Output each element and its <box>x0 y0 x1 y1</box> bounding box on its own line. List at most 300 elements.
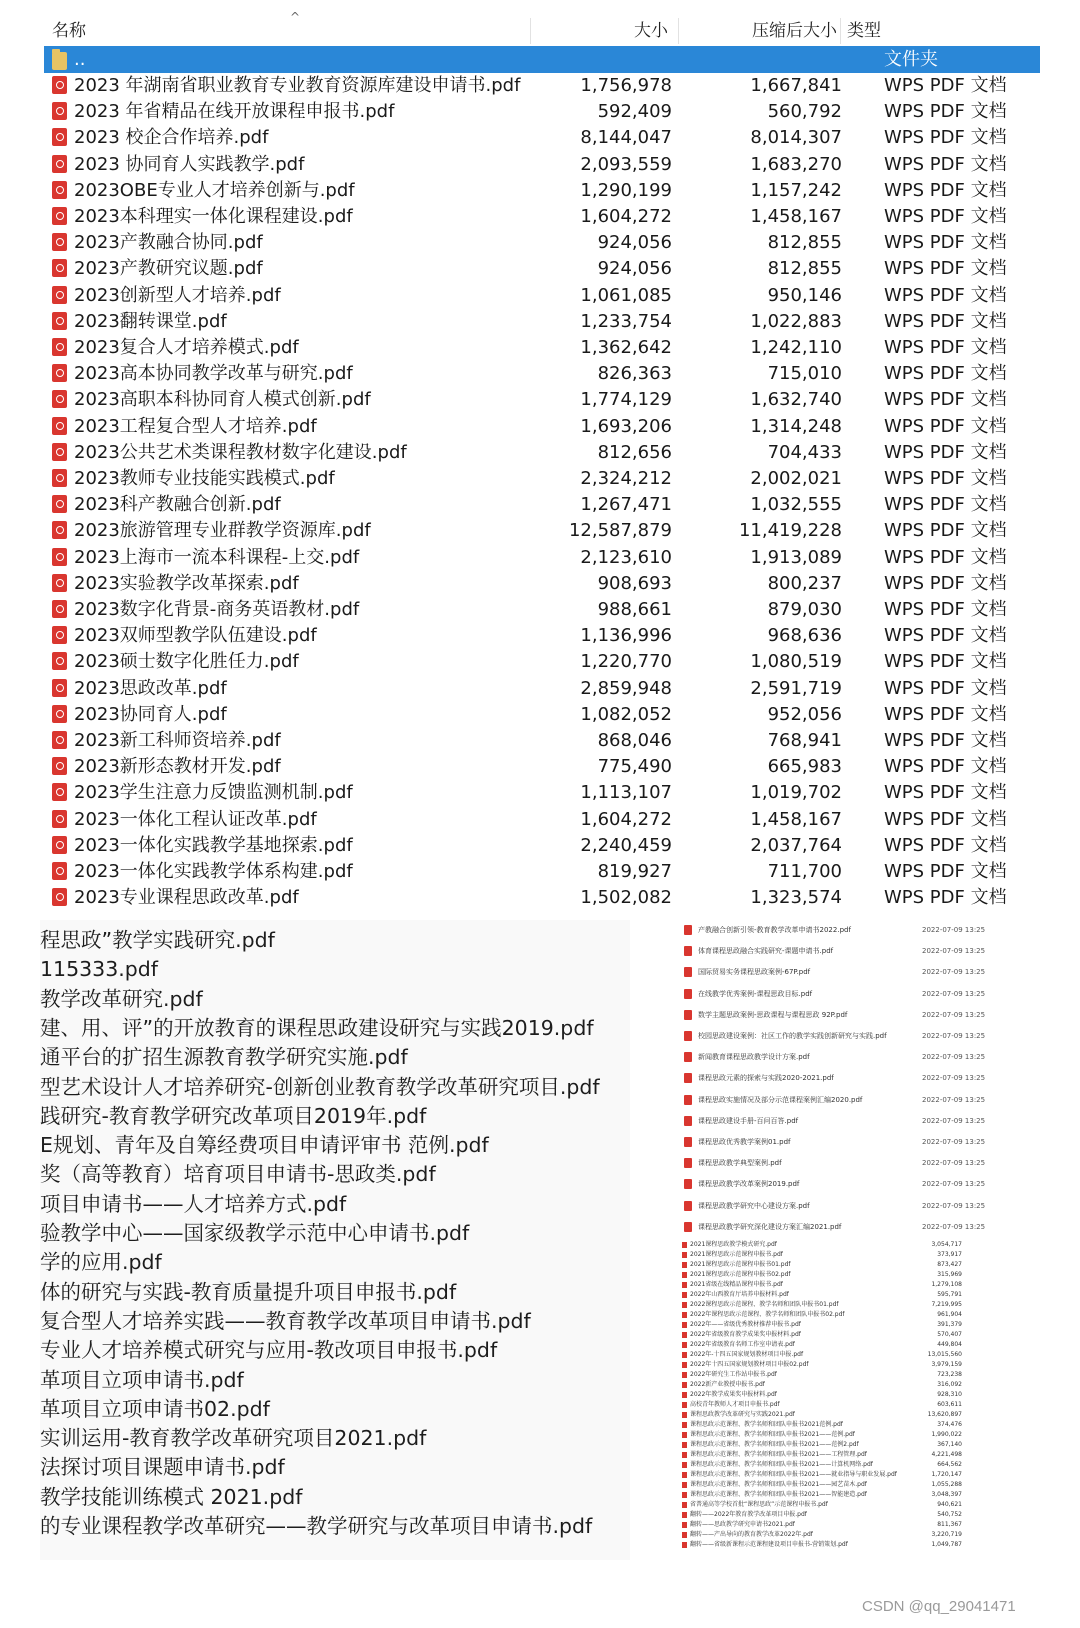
list-item[interactable]: 奖（高等教育）培育项目申请书-思政类.pdf <box>40 1162 436 1187</box>
file-date: 2022-07-09 13:25 <box>922 1180 986 1189</box>
file-type: WPS PDF 文档 <box>884 834 1007 856</box>
list-item[interactable] <box>680 1380 980 1390</box>
file-name: 课程思政示范课程、教学名师和团队申报书2021——工程管理.pdf <box>690 1451 867 1458</box>
file-size: 1,990,022 <box>931 1431 962 1438</box>
file-row[interactable] <box>44 858 1040 885</box>
list-item[interactable]: 项目申请书——人才培养方式.pdf <box>40 1191 347 1216</box>
file-name: 2023创新型人才培养.pdf <box>74 284 281 306</box>
pdf-file-icon <box>682 1522 687 1528</box>
file-type: WPS PDF 文档 <box>884 572 1007 594</box>
column-divider[interactable] <box>530 18 531 44</box>
file-name: 2023翻转课堂.pdf <box>74 310 227 332</box>
file-size: 723,238 <box>937 1371 962 1378</box>
list-item[interactable] <box>680 1047 990 1067</box>
list-item[interactable] <box>680 1450 980 1460</box>
file-size: 924,056 <box>597 258 672 280</box>
pdf-file-icon <box>682 1242 687 1248</box>
list-item[interactable] <box>680 1330 980 1340</box>
list-item[interactable] <box>680 1153 990 1173</box>
file-size: 1,279,108 <box>931 1281 962 1288</box>
file-name: 2022新产业教授申报书.pdf <box>690 1381 765 1388</box>
pdf-file-icon <box>682 1482 687 1488</box>
list-item[interactable] <box>680 1390 980 1400</box>
file-size: 1,290,199 <box>580 179 672 201</box>
list-item[interactable] <box>680 1217 990 1235</box>
file-type: 文件夹 <box>884 49 938 70</box>
file-name: 2023OBE专业人才培养创新与.pdf <box>74 179 355 201</box>
file-date: 2022-07-09 13:25 <box>922 1010 986 1019</box>
file-row[interactable] <box>44 255 1040 282</box>
file-row[interactable] <box>44 282 1040 309</box>
pdf-file-icon <box>682 1312 687 1318</box>
file-name: 2022年课程思政示范课程、教学名师和团队申报书02.pdf <box>690 1311 845 1318</box>
file-compressed-size: 968,636 <box>767 625 842 647</box>
file-name: 校园思政建设案例：社区工作的教学实践创新研究与实践.pdf <box>698 1032 887 1040</box>
pdf-file-icon <box>52 364 67 382</box>
file-row[interactable] <box>44 675 1040 702</box>
list-item[interactable]: 验教学中心——国家级教学示范中心申请书.pdf <box>40 1221 470 1245</box>
pdf-file-icon <box>52 652 67 670</box>
file-row[interactable] <box>44 229 1040 256</box>
file-size: 2,859,948 <box>580 677 672 699</box>
file-type: WPS PDF 文档 <box>884 206 1007 227</box>
list-item[interactable] <box>680 1260 980 1270</box>
file-size: 961,904 <box>937 1311 962 1318</box>
file-name: 2023公共艺术类课程教材数字化建设.pdf <box>74 441 407 463</box>
file-row[interactable] <box>44 753 1040 780</box>
pdf-file-icon <box>52 76 67 94</box>
list-item[interactable]: 法探讨项目课题申请书.pdf <box>40 1455 285 1480</box>
list-item[interactable] <box>680 1400 980 1410</box>
list-item[interactable] <box>680 1540 980 1550</box>
file-name: 体育课程思政融合实践研究-课题申请书.pdf <box>698 947 834 956</box>
file-name: 2023 年湖南省职业教育专业教育资源库建设申请书.pdf <box>74 75 521 96</box>
pdf-file-icon <box>52 862 67 880</box>
pdf-file-icon <box>682 1472 687 1478</box>
pdf-file-icon <box>682 1362 687 1368</box>
file-name: 课程思政建设手册-百问百答.pdf <box>698 1116 799 1125</box>
file-type: WPS PDF 文档 <box>884 363 1007 385</box>
file-name: 省普通高等学校首批“课程思政”示范课程申报书.pdf <box>690 1501 828 1508</box>
pdf-file-icon <box>684 1116 692 1126</box>
file-name: 2022年十四五国家规划教材项目申报02.pdf <box>690 1361 809 1368</box>
file-name: 课程思政教学典型案例.pdf <box>698 1159 782 1168</box>
file-date: 2022-07-09 13:25 <box>922 1138 986 1146</box>
file-name: 2023本科理实一体化课程建设.pdf <box>74 206 353 227</box>
pdf-file-icon <box>52 207 67 225</box>
list-item[interactable]: 通平台的扩招生源教育教学研究实施.pdf <box>40 1045 408 1070</box>
file-size: 873,427 <box>937 1261 962 1268</box>
list-item[interactable] <box>680 1420 980 1430</box>
list-item[interactable] <box>680 1196 990 1216</box>
file-size: 1,220,770 <box>580 651 672 673</box>
list-item[interactable]: 复合型人才培养实践——教育教学改革项目申请书.pdf <box>40 1308 531 1333</box>
file-compressed-size: 1,080,519 <box>750 651 842 673</box>
file-size: 1,693,206 <box>580 415 672 437</box>
file-name: 2021课程思政示范课程申报书.pdf <box>690 1251 783 1258</box>
file-row[interactable] <box>44 72 1040 99</box>
file-name: 2023专业课程思政改革.pdf <box>74 887 299 909</box>
file-name: 2022年研究生工作站申报书.pdf <box>690 1371 777 1378</box>
file-name: 2023高本协同教学改革与研究.pdf <box>74 363 353 385</box>
pdf-file-icon <box>52 783 67 801</box>
file-name: 2023实验教学改革探索.pdf <box>74 572 299 594</box>
file-row[interactable] <box>44 779 1040 806</box>
pdf-file-icon <box>682 1332 687 1338</box>
list-item[interactable] <box>680 1490 980 1500</box>
file-row[interactable] <box>44 701 1040 728</box>
file-size: 664,562 <box>937 1461 962 1468</box>
list-item[interactable] <box>680 1270 980 1280</box>
list-item[interactable]: 革项目立项申请书.pdf <box>40 1367 244 1392</box>
file-row[interactable] <box>44 386 1040 413</box>
pdf-file-icon <box>52 312 67 330</box>
list-item[interactable] <box>680 1460 980 1470</box>
file-compressed-size: 704,433 <box>767 441 842 463</box>
file-type: WPS PDF 文档 <box>884 625 1007 647</box>
sort-ascending-icon: ^ <box>290 10 301 24</box>
list-item[interactable]: 程思政”教学实践研究.pdf <box>40 928 275 952</box>
file-row[interactable] <box>44 360 1040 387</box>
file-compressed-size: 1,022,883 <box>750 310 842 332</box>
pdf-file-icon <box>684 1179 692 1189</box>
file-type: WPS PDF 文档 <box>884 258 1007 280</box>
file-name: 翻转——产出导向的教育教学改革2022年.pdf <box>690 1531 813 1538</box>
file-row[interactable] <box>44 622 1040 649</box>
file-size: 1,233,754 <box>580 310 672 332</box>
file-compressed-size: 2,037,764 <box>750 834 842 856</box>
file-row[interactable] <box>44 648 1040 675</box>
file-row[interactable] <box>44 517 1040 544</box>
pdf-file-icon <box>684 925 692 935</box>
file-name: 2023产教融合协同.pdf <box>74 232 263 254</box>
list-item[interactable]: 专业人才培养模式研究与应用-教改项目申报书.pdf <box>40 1338 498 1363</box>
file-row[interactable] <box>44 439 1040 466</box>
file-type: WPS PDF 文档 <box>884 127 1007 149</box>
parent-folder-row[interactable] <box>44 46 1040 73</box>
file-compressed-size: 11,419,228 <box>738 520 842 542</box>
file-row[interactable] <box>44 308 1040 335</box>
list-item[interactable] <box>680 1520 980 1530</box>
list-item[interactable] <box>680 984 990 1004</box>
file-name: 2023新形态教材开发.pdf <box>74 756 281 778</box>
list-item[interactable] <box>680 1111 990 1131</box>
file-date: 2022-07-09 13:25 <box>922 989 986 998</box>
file-row[interactable] <box>44 124 1040 151</box>
dated-file-list <box>680 920 990 1235</box>
column-header-size[interactable]: 大小 <box>634 21 668 41</box>
file-compressed-size: 812,855 <box>767 232 842 254</box>
list-item[interactable] <box>680 1410 980 1420</box>
list-item[interactable] <box>680 1500 980 1510</box>
pdf-file-icon <box>52 888 67 906</box>
file-row[interactable] <box>44 177 1040 204</box>
file-name: 2023新工科师资培养.pdf <box>74 730 281 751</box>
list-item[interactable] <box>680 1250 980 1260</box>
file-compressed-size: 952,056 <box>767 703 842 725</box>
pdf-file-icon <box>682 1282 687 1288</box>
list-item[interactable] <box>680 1310 980 1320</box>
file-size: 603,611 <box>937 1401 962 1408</box>
pdf-file-icon <box>52 233 67 251</box>
file-date: 2022-07-09 13:25 <box>922 1053 986 1062</box>
list-item[interactable]: 革项目立项申请书02.pdf <box>40 1396 270 1421</box>
file-name: 2023旅游管理专业群教学资源库.pdf <box>74 520 371 542</box>
file-size: 811,367 <box>937 1521 962 1528</box>
file-row[interactable] <box>44 151 1040 178</box>
file-size: 775,490 <box>597 756 672 778</box>
file-size: 391,379 <box>937 1321 962 1328</box>
file-name: 翻转——省级新课程示范课程建设项目申报书-营销策划.pdf <box>690 1541 848 1548</box>
file-size: 4,221,498 <box>931 1451 962 1458</box>
pdf-file-icon <box>682 1462 687 1468</box>
file-compressed-size: 711,700 <box>767 861 842 882</box>
file-size: 592,409 <box>597 101 672 123</box>
list-item[interactable] <box>680 1240 980 1250</box>
file-date: 2022-07-09 13:25 <box>922 1095 986 1104</box>
file-name: 2023一体化实践教学基地探索.pdf <box>74 834 353 856</box>
file-name: 2023数字化背景-商务英语教材.pdf <box>74 599 360 620</box>
file-name: 国际贸易实务课程思政案例-67P.pdf <box>698 968 811 977</box>
file-type: WPS PDF 文档 <box>884 861 1007 882</box>
file-compressed-size: 2,591,719 <box>750 677 842 699</box>
list-item[interactable]: 学的应用.pdf <box>40 1250 162 1275</box>
pdf-file-icon <box>52 521 67 539</box>
list-item[interactable] <box>680 1320 980 1330</box>
file-size: 3,054,717 <box>931 1241 962 1248</box>
list-item[interactable] <box>680 1440 980 1450</box>
list-item[interactable]: 实训运用-教育教学改革研究项目2021.pdf <box>40 1426 427 1451</box>
list-item[interactable] <box>680 1430 980 1440</box>
file-type: WPS PDF 文档 <box>884 703 1007 725</box>
file-type: WPS PDF 文档 <box>884 808 1007 830</box>
pdf-file-icon <box>684 1137 692 1147</box>
pdf-file-icon <box>52 574 67 592</box>
file-row[interactable] <box>44 596 1040 623</box>
pdf-file-icon <box>52 731 67 749</box>
file-name: 课程思政示范课程、教学名师和团队申报书2021——范例.pdf <box>690 1431 855 1438</box>
pdf-file-icon <box>684 1222 692 1232</box>
pdf-file-icon <box>684 1010 692 1020</box>
file-size: 7,219,995 <box>931 1301 962 1308</box>
file-name: 2023一体化工程认证改革.pdf <box>74 808 317 830</box>
file-type: WPS PDF 文档 <box>884 494 1007 516</box>
list-item[interactable]: E规划、青年及自筹经费项目申请评审书 范例.pdf <box>40 1133 489 1158</box>
list-item[interactable]: 的专业课程教学改革研究——教学研究与改革项目申请书.pdf <box>40 1514 593 1538</box>
list-item[interactable] <box>680 1530 980 1540</box>
pdf-file-icon <box>52 155 67 173</box>
file-row[interactable] <box>44 806 1040 833</box>
list-item[interactable] <box>680 1470 980 1480</box>
file-row[interactable] <box>44 832 1040 859</box>
file-compressed-size: 879,030 <box>767 599 842 620</box>
file-name: 2023硕士数字化胜任力.pdf <box>74 651 299 673</box>
pdf-file-icon <box>682 1432 687 1438</box>
file-size: 1,604,272 <box>580 808 672 830</box>
file-compressed-size: 2,002,021 <box>750 468 842 489</box>
file-size: 449,804 <box>937 1341 962 1348</box>
list-item[interactable] <box>680 1360 980 1370</box>
file-row[interactable] <box>44 544 1040 571</box>
list-item[interactable] <box>680 1370 980 1380</box>
list-item[interactable] <box>680 1090 990 1110</box>
file-row[interactable] <box>44 334 1040 361</box>
file-name: 2022年-十四五国家规划教材项目申报.pdf <box>690 1351 804 1358</box>
file-size: 3,048,397 <box>931 1491 962 1498</box>
file-type: WPS PDF 文档 <box>884 730 1007 751</box>
file-type: WPS PDF 文档 <box>884 75 1007 96</box>
list-item[interactable] <box>680 962 990 982</box>
file-row[interactable] <box>44 727 1040 754</box>
file-size: 316,092 <box>937 1381 962 1388</box>
file-compressed-size: 1,032,555 <box>750 494 842 516</box>
pdf-file-icon <box>682 1442 687 1448</box>
pdf-file-icon <box>682 1542 687 1548</box>
pdf-file-icon <box>682 1452 687 1458</box>
pdf-file-icon <box>682 1302 687 1308</box>
file-name: 2023一体化实践教学体系构建.pdf <box>74 861 353 882</box>
file-size: 1,082,052 <box>580 703 672 725</box>
file-type: WPS PDF 文档 <box>884 677 1007 699</box>
list-item[interactable] <box>680 1350 980 1360</box>
file-type: WPS PDF 文档 <box>884 415 1007 437</box>
file-size: 1,049,787 <box>931 1541 962 1548</box>
list-item[interactable] <box>680 1480 980 1490</box>
file-compressed-size: 1,458,167 <box>750 206 842 227</box>
file-row[interactable] <box>44 413 1040 440</box>
file-type: WPS PDF 文档 <box>884 546 1007 568</box>
list-item[interactable] <box>680 1005 990 1025</box>
list-item[interactable] <box>680 1280 980 1290</box>
list-item[interactable]: 教学改革研究.pdf <box>40 986 203 1011</box>
list-item[interactable] <box>680 1340 980 1350</box>
file-date: 2022-07-09 13:25 <box>922 1116 986 1125</box>
file-type: WPS PDF 文档 <box>884 782 1007 804</box>
column-divider[interactable] <box>678 18 679 44</box>
list-item[interactable]: 践研究-教育教学研究改革项目2019年.pdf <box>40 1103 427 1128</box>
pdf-file-icon <box>682 1422 687 1428</box>
file-name: 2023上海市一流本科课程-上交.pdf <box>74 546 360 568</box>
file-row[interactable] <box>44 570 1040 597</box>
list-item[interactable]: 型艺术设计人才培养研究-创新创业教育教学改革研究项目.pdf <box>40 1074 600 1099</box>
list-item[interactable] <box>680 1300 980 1310</box>
file-row[interactable] <box>44 465 1040 492</box>
pdf-file-icon <box>682 1292 687 1298</box>
file-compressed-size: 950,146 <box>767 284 842 306</box>
file-size: 540,752 <box>937 1511 962 1518</box>
pdf-file-icon <box>52 836 67 854</box>
list-item[interactable]: 教学技能训练模式 2021.pdf <box>40 1484 303 1509</box>
watermark: CSDN @qq_29041471 <box>862 1598 1016 1615</box>
pdf-file-icon <box>684 989 692 999</box>
list-item[interactable] <box>680 941 990 961</box>
file-compressed-size: 8,014,307 <box>750 127 842 149</box>
file-size: 988,661 <box>597 599 672 620</box>
file-type: WPS PDF 文档 <box>884 389 1007 411</box>
file-date: 2022-07-09 13:25 <box>922 968 986 977</box>
file-name: 课程思政实施情况及部分示范课程案例汇编2020.pdf <box>698 1095 863 1104</box>
list-item[interactable] <box>680 920 990 940</box>
column-header-type[interactable]: 类型 <box>847 21 881 41</box>
pdf-file-icon <box>682 1502 687 1508</box>
file-name: 2022年省级教育教学成果奖申报材料.pdf <box>690 1331 801 1338</box>
column-divider[interactable] <box>840 18 841 44</box>
file-name: 2023高职本科协同育人模式创新.pdf <box>74 389 371 411</box>
file-name: 课程思政示范课程、教学名师和团队申报书2021——园艺苗木.pdf <box>690 1481 867 1488</box>
pdf-file-icon <box>684 1158 692 1168</box>
file-row[interactable] <box>44 98 1040 125</box>
column-header-compressed-size[interactable]: 压缩后大小 <box>752 21 837 41</box>
pdf-file-icon <box>682 1342 687 1348</box>
file-size: 3,220,719 <box>931 1531 962 1538</box>
file-size: 940,621 <box>937 1501 962 1508</box>
file-name: 2023产教研究议题.pdf <box>74 258 263 280</box>
pdf-file-icon <box>52 495 67 513</box>
file-row[interactable] <box>44 203 1040 230</box>
file-size: 13,015,560 <box>927 1351 962 1358</box>
file-row[interactable] <box>44 884 1040 911</box>
file-name: 课程思政元素的探索与实践2020-2021.pdf <box>698 1074 834 1083</box>
list-item[interactable] <box>680 1510 980 1520</box>
list-item[interactable] <box>680 1026 990 1046</box>
list-item[interactable]: 体的研究与实践-教育质量提升项目申报书.pdf <box>40 1279 457 1304</box>
file-type: WPS PDF 文档 <box>884 651 1007 673</box>
file-name: 高校青年教师人才项目申报书.pdf <box>690 1401 780 1408</box>
column-header-name[interactable]: 名称 <box>52 21 86 41</box>
file-name: 2021课程思政示范课程申报书02.pdf <box>690 1271 791 1278</box>
file-name: 翻转——思政教学研究申请书2021.pdf <box>690 1521 795 1528</box>
file-name: 2023思政改革.pdf <box>74 677 227 699</box>
list-item[interactable] <box>680 1290 980 1300</box>
file-size: 1,502,082 <box>580 887 672 909</box>
sized-file-list <box>680 1236 990 1556</box>
file-name: 课程思政示范课程、教学名师和团队申报书2021——智能建造.pdf <box>690 1491 867 1498</box>
pdf-file-icon <box>682 1352 687 1358</box>
list-item[interactable] <box>680 1174 990 1194</box>
file-name: 2023教师专业技能实践模式.pdf <box>74 468 335 489</box>
pdf-file-icon <box>682 1532 687 1538</box>
pdf-file-icon <box>684 1073 692 1083</box>
file-size: 928,310 <box>937 1391 962 1398</box>
pdf-file-icon <box>684 946 692 956</box>
list-item[interactable]: 115333.pdf <box>40 957 159 982</box>
pdf-file-icon <box>682 1262 687 1268</box>
file-size: 908,693 <box>597 572 672 594</box>
file-name: 2023复合人才培养模式.pdf <box>74 337 299 358</box>
file-name: 翻转——2022年教育教学改革项目申报.pdf <box>690 1511 807 1518</box>
list-item[interactable] <box>680 1132 990 1152</box>
file-size: 1,720,147 <box>931 1471 962 1478</box>
file-name: 在线教学优秀案例-课程思政目标.pdf <box>698 989 813 998</box>
list-item[interactable]: 建、用、评”的开放教育的课程思政建设研究与实践2019.pdf <box>40 1015 594 1040</box>
file-name: 2023协同育人.pdf <box>74 703 227 725</box>
file-compressed-size: 800,237 <box>767 572 842 594</box>
file-name: 2021省级在线精品课程申报书.pdf <box>690 1281 783 1288</box>
file-name: 产教融合创新引领-教育教学改革申请书2022.pdf <box>698 926 851 934</box>
pdf-file-icon <box>52 705 67 723</box>
pdf-file-icon <box>682 1412 687 1418</box>
pdf-file-icon <box>682 1372 687 1378</box>
file-size: 924,056 <box>597 232 672 254</box>
list-item[interactable] <box>680 1068 990 1088</box>
file-row[interactable] <box>44 491 1040 518</box>
file-type: WPS PDF 文档 <box>884 520 1007 542</box>
file-size: 1,756,978 <box>580 75 672 96</box>
file-size: 374,476 <box>937 1421 962 1428</box>
pdf-file-icon <box>52 338 67 356</box>
file-name: 2023双师型教学队伍建设.pdf <box>74 625 317 647</box>
file-size: 826,363 <box>597 363 672 385</box>
